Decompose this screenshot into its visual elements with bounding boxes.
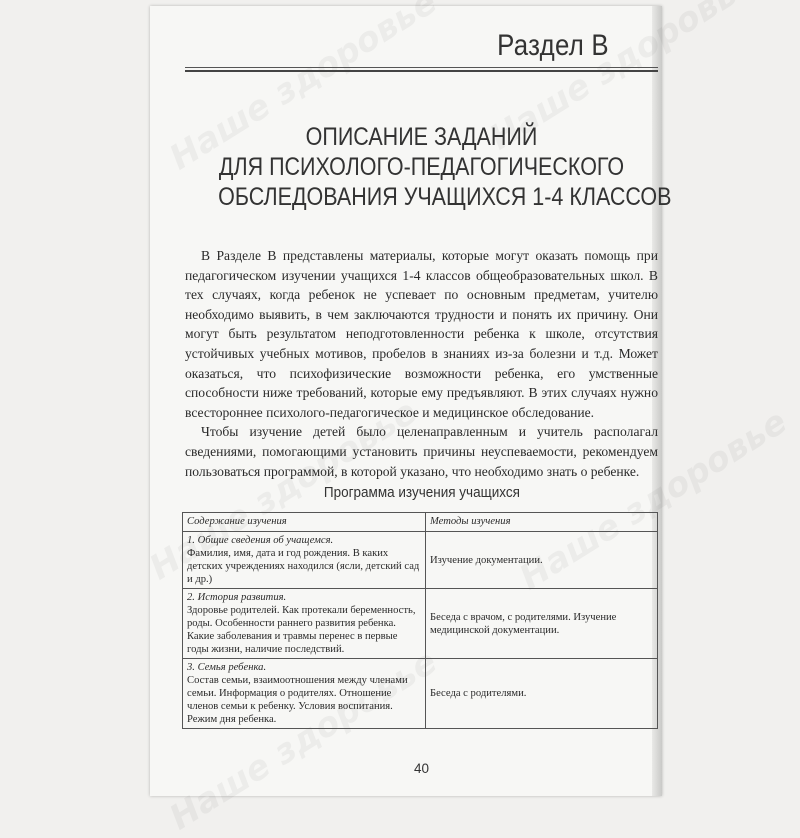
methods-cell: Беседа с врачом, с родителями. Изучение медицинской документации. [426, 589, 658, 659]
column-header-methods: Методы изучения [426, 513, 658, 532]
content-cell [183, 659, 426, 729]
table-row [183, 659, 658, 729]
row-heading: 3. Семья ребенка. [187, 662, 267, 673]
row-content: Состав семьи, взаимоотношения между членами семьи. Информация о родителях. Отношение членов семьи к ребенку. Условия воспитания. Режим дня ребенка. [187, 675, 408, 725]
table-header-row [183, 513, 658, 532]
methods-cell: Изучение документации. [426, 532, 658, 589]
title-line: ДЛЯ ПСИХОЛОГО-ПЕДАГОГИЧЕСКОГО [218, 153, 625, 181]
title-line: ОПИСАНИЕ ЗАДАНИЙ [305, 123, 538, 151]
table-row [183, 589, 658, 659]
body-text [185, 246, 658, 481]
page-number: 40 [413, 761, 430, 776]
column-header-content: Содержание изучения [183, 513, 426, 532]
header-rule-thick [185, 70, 658, 72]
table-title [185, 484, 658, 501]
section-title: Раздел В [497, 29, 609, 62]
section-header [185, 21, 659, 71]
content-cell [183, 532, 426, 589]
paragraph: В Разделе В представлены материалы, которые могут оказать помощь при педагогическом изучении учащихся 1-4 классов общеобразовательных школ. В тех случаях, когда ребенок не успевает по основным предметам, учителю необходимо выявить, в чем заключаются трудности и понять их причину. Они могут быть результатом неподготовленности ребенка к школе, отсутствия устойчивых учебных мотивов, пробелов в знаниях из-за болезни и т.д. Может оказаться, что психофизические возможности ребенка, его умственные способности ниже требований, которые ему предъявляют. В этих случаях нужно всестороннее психолого-педагогическое и медицинское обследование. [185, 248, 658, 420]
row-content: Фамилия, имя, дата и год рождения. В каких детских учреждениях находился (ясли, детский сад и др.) [187, 548, 420, 585]
header-rule [185, 67, 658, 68]
row-heading: 2. История развития. [187, 592, 287, 603]
study-program-table [182, 512, 658, 729]
paragraph: Чтобы изучение детей было целенаправленным и учитель располагал сведениями, помогающими установить причины неуспеваемости, рекомендуем пользоваться программой, в которой указано, что необходимо знать о ребенке. [185, 424, 658, 479]
title-line: ОБСЛЕДОВАНИЯ УЧАЩИХСЯ 1-4 КЛАССОВ [218, 183, 672, 211]
methods-cell: Беседа с родителями. [426, 659, 658, 729]
row-content: Здоровье родителей. Как протекали беременность, роды. Особенности раннего развития ребенка. Какие заболевания и травмы перенес в первые годы жизни, наличие последствий. [187, 605, 416, 655]
document-title [185, 122, 672, 212]
table-row [183, 532, 658, 589]
row-heading: 1. Общие сведения об учащемся. [187, 535, 334, 546]
content-cell [183, 589, 426, 659]
table-title-text: Программа изучения учащихся [323, 484, 520, 501]
